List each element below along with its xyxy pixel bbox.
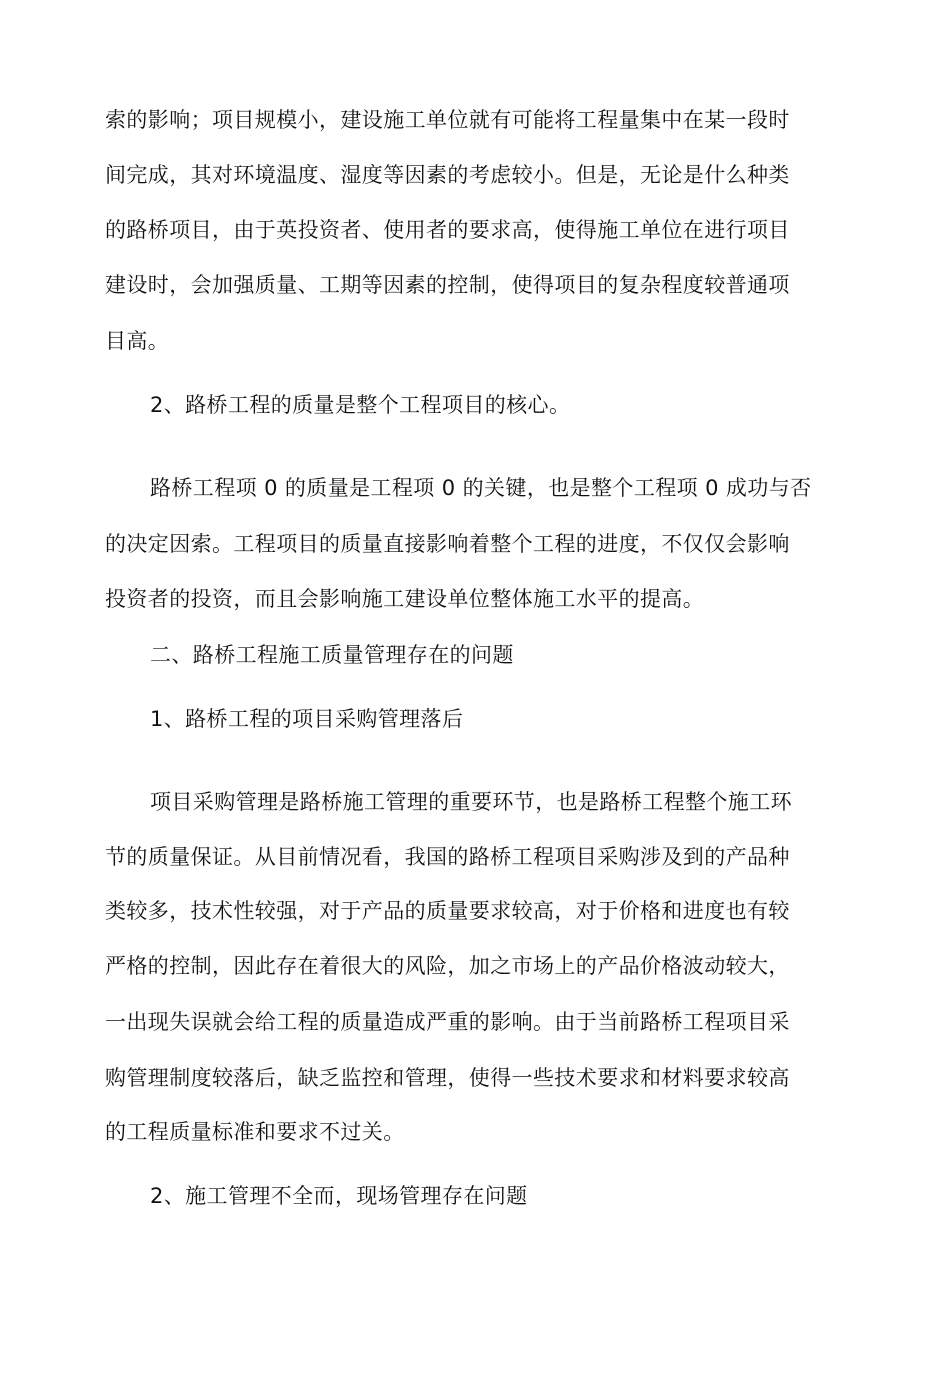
paragraph-line: 项目采购管理是路桥施工管理的重要环节，也是路桥工程整个施工环 xyxy=(150,790,792,814)
paragraph-line: 间完成，其对环境温度、湿度等因素的考虑较小。但是，无论是什么种类 xyxy=(105,163,790,187)
paragraph-line: 索的影响；项目规模小，建设施工单位就有可能将工程量集中在某一段时 xyxy=(105,108,790,132)
section-heading: 2、施工管理不全而，现场管理存在问题 xyxy=(150,1184,528,1208)
section-heading: 1、路桥工程的项目采购管理落后 xyxy=(150,707,464,731)
paragraph-line: 路桥工程项 0 的质量是工程项 0 的关键，也是整个工程项 0 成功与否 xyxy=(150,476,812,500)
paragraph-line: 类较多，技术性较强，对于产品的质量要求较高，对于价格和进度也有较 xyxy=(105,899,790,923)
paragraph-line: 的路桥项目，由于英投资者、使用者的要求高，使得施工单位在进行项目 xyxy=(105,218,790,242)
paragraph-line: 的决定因索。工程项目的质量直接影响着整个工程的进度，不仅仅会影响 xyxy=(105,532,790,556)
paragraph-line: 建设时，会加强质量、工期等因素的控制，使得项目的复杂程度较普通项 xyxy=(105,273,790,297)
paragraph-line: 目高。 xyxy=(105,329,170,353)
paragraph-line: 购管理制度较落后，缺乏监控和管理，使得一些技术要求和材料要求较高 xyxy=(105,1066,790,1090)
paragraph-line: 的工程质量标准和要求不过关。 xyxy=(105,1120,405,1144)
section-heading: 2、路桥工程的质量是整个工程项目的核心。 xyxy=(150,393,571,417)
paragraph-line: 节的质量保证。从目前情况看，我国的路桥工程项目采购涉及到的产品种 xyxy=(105,845,790,869)
section-heading: 二、路桥工程施工质量管理存在的问题 xyxy=(150,643,514,667)
paragraph-line: 一出现失误就会给工程的质量造成严重的影响。由于当前路桥工程项目采 xyxy=(105,1010,790,1034)
paragraph-line: 投资者的投资，而且会影响施工建设单位整体施工水平的提高。 xyxy=(105,587,705,611)
paragraph-line: 严格的控制，因此存在着很大的风险，加之市场上的产品价格波动较大， xyxy=(105,954,790,978)
